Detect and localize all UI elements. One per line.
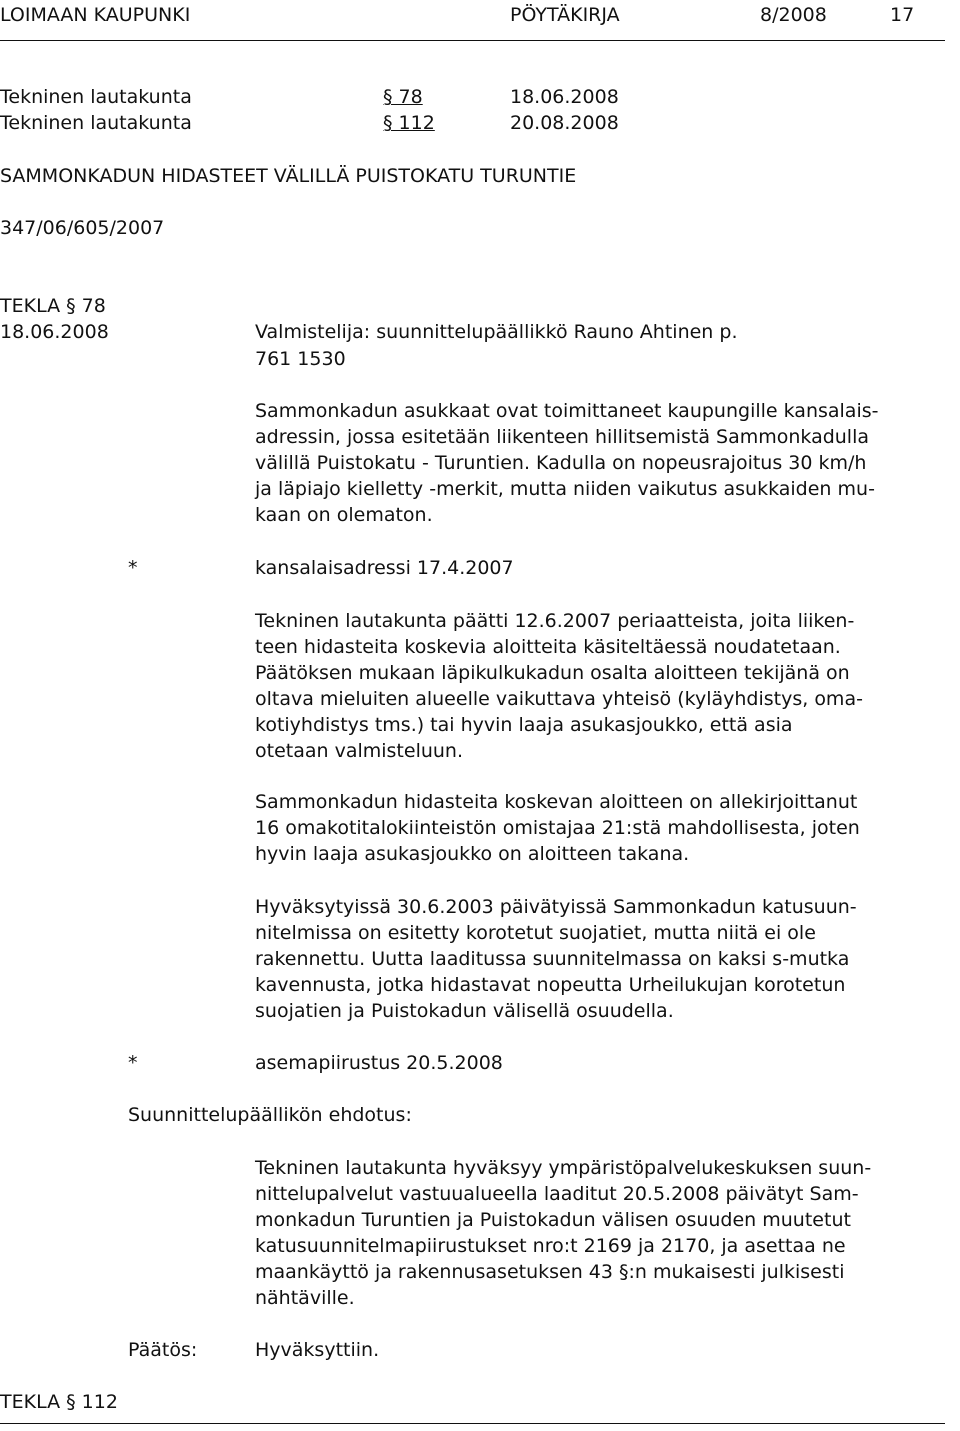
body-paragraph-2: [255, 608, 950, 764]
paragraph-line: 16 omakotitalokiinteistön omistajaa 21:stä mahdollisesta, joten: [255, 817, 860, 839]
body-paragraph-3: [255, 789, 950, 867]
paragraph-line: otetaan valmisteluun.: [255, 740, 464, 762]
paragraph-line: Tekninen lautakunta hyväksyy ympäristöpalvelukeskuksen suun-: [255, 1157, 872, 1179]
attachment-bullet: *: [128, 1052, 138, 1074]
paragraph-line: Hyväksytyissä 30.6.2003 päivätyissä Sammonkadun katusuun-: [255, 896, 857, 918]
paragraph-line: Päätöksen mukaan läpikulkukadun osalta aloitteen tekijänä on: [255, 662, 850, 684]
preparer-line: Valmistelija: suunnittelupäällikkö Rauno Ahtinen p.: [255, 321, 738, 343]
reference-section-link[interactable]: § 78: [383, 86, 423, 108]
reference-section-link[interactable]: § 112: [383, 112, 435, 134]
paragraph-line: kaan on olematon.: [255, 504, 433, 526]
reference-board: Tekninen lautakunta: [0, 112, 192, 134]
header-city: LOIMAAN KAUPUNKI: [0, 4, 191, 26]
attachment-site-plan: asemapiirustus 20.5.2008: [255, 1052, 503, 1074]
reference-date: 18.06.2008: [510, 86, 619, 108]
paragraph-line: kavennusta, jotka hidastavat nopeutta Urheilukujan korotetun: [255, 974, 846, 996]
reference-board: Tekninen lautakunta: [0, 86, 192, 108]
paragraph-line: katusuunnitelmapiirustukset nro:t 2169 ja 2170, ja asettaa ne: [255, 1235, 846, 1257]
paragraph-line: rakennettu. Uutta laaditussa suunnitelmassa on kaksi s-mutka: [255, 948, 850, 970]
paragraph-line: Tekninen lautakunta päätti 12.6.2007 periaatteista, joita liiken-: [255, 610, 855, 632]
paragraph-line: monkadun Turuntien ja Puistokadun välisen osuuden muutetut: [255, 1209, 851, 1231]
tekla-78-date: 18.06.2008: [0, 321, 109, 343]
body-paragraph-4: [255, 894, 950, 1024]
paragraph-line: adressin, jossa esitetään liikenteen hillitsemistä Sammonkadulla: [255, 426, 870, 448]
paragraph-line: Sammonkadun hidasteita koskevan aloitteen on allekirjoittanut: [255, 791, 858, 813]
preparer-phone: 761 1530: [255, 348, 346, 370]
paragraph-line: oltava mieluiten alueelle vaikuttava yhteisö (kyläyhdistys, oma-: [255, 688, 863, 710]
header-divider: [0, 40, 945, 41]
record-id: 347/06/605/2007: [0, 217, 165, 239]
reference-date: 20.08.2008: [510, 112, 619, 134]
tekla-78-label: TEKLA § 78: [0, 295, 106, 317]
paragraph-line: hyvin laaja asukasjoukko on aloitteen takana.: [255, 843, 690, 865]
paragraph-line: välillä Puistokatu - Turuntien. Kadulla on nopeusrajoitus 30 km/h: [255, 452, 867, 474]
footer-divider: [0, 1423, 945, 1424]
decision-text: Hyväksyttiin.: [255, 1339, 380, 1361]
paragraph-line: ja läpiajo kielletty -merkit, mutta niiden vaikutus asukkaiden mu-: [255, 478, 875, 500]
paragraph-line: nittelupalvelut vastuualueella laaditut 20.5.2008 päivätyt Sam-: [255, 1183, 859, 1205]
subject-title: SAMMONKADUN HIDASTEET VÄLILLÄ PUISTOKATU TURUNTIE: [0, 165, 577, 187]
paragraph-line: Sammonkadun asukkaat ovat toimittaneet kaupungille kansalais-: [255, 400, 879, 422]
paragraph-line: kotiyhdistys tms.) tai hyvin laaja asukasjoukko, että asia: [255, 714, 793, 736]
attachment-citizens-address: kansalaisadressi 17.4.2007: [255, 557, 514, 579]
paragraph-line: nitelmissa on esitetty korotetut suojatiet, mutta niitä ei ole: [255, 922, 816, 944]
body-paragraph-1: [255, 398, 950, 528]
header-doc-number: 8/2008: [760, 4, 827, 26]
paragraph-line: nähtäville.: [255, 1287, 355, 1309]
proposal-text: [255, 1155, 950, 1311]
decision-label: Päätös:: [128, 1339, 198, 1361]
paragraph-line: maankäyttö ja rakennusasetuksen 43 §:n mukaisesti julkisesti: [255, 1261, 845, 1283]
header-doc-type: PÖYTÄKIRJA: [510, 4, 620, 26]
footer-tekla-112: TEKLA § 112: [0, 1391, 118, 1413]
header-page-number: 17: [890, 4, 915, 26]
proposal-label: Suunnittelupäällikön ehdotus:: [128, 1104, 412, 1126]
paragraph-line: teen hidasteita koskevia aloitteita käsiteltäessä noudatetaan.: [255, 636, 841, 658]
paragraph-line: suojatien ja Puistokadun välisellä osuudella.: [255, 1000, 674, 1022]
attachment-bullet: *: [128, 557, 138, 579]
